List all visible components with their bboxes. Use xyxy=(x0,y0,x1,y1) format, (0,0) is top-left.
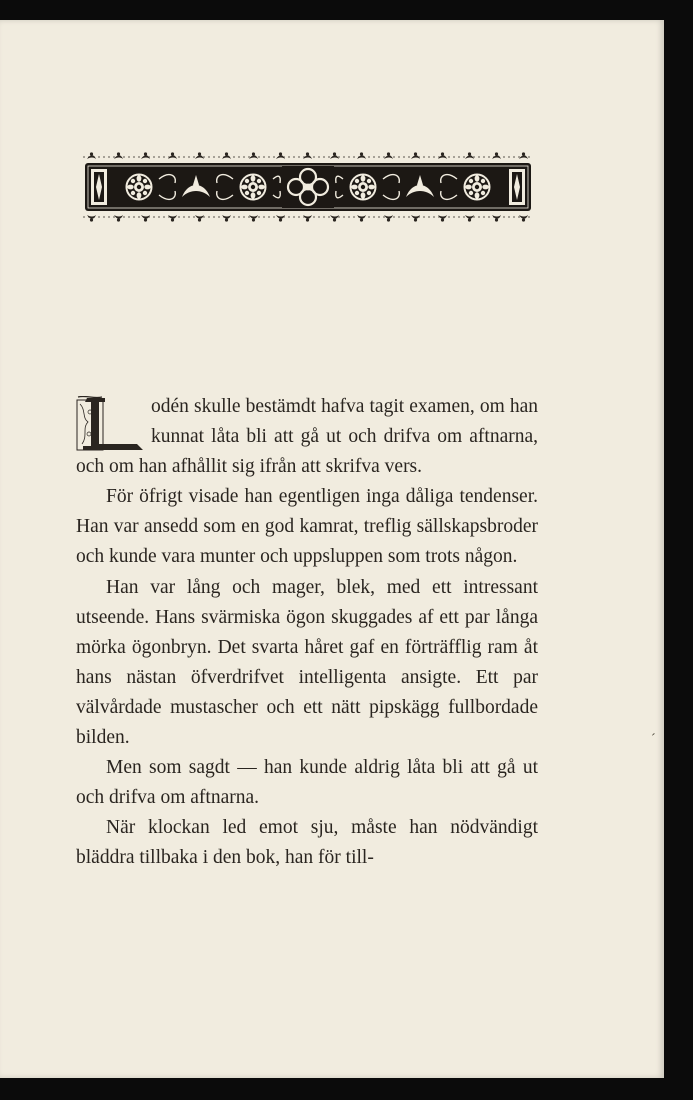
rosette-ornament xyxy=(346,170,380,204)
stray-mark: ´ xyxy=(651,732,656,747)
paragraph: För öfrigt visade han egentligen inga dåliga tendenser. Han var ansedd som en god kamrat, treflig sällskapsbroder och kunde vara munter och uppsluppen som trots någon. xyxy=(76,486,538,568)
headpiece-left-cap xyxy=(91,169,107,205)
paragraph: Han var lång och mager, blek, med ett intressant utseende. Hans svärmiska ögon skuggades af ett par långa mörka ögonbryn. Det svarta håret gaf en förträfflig ram åt hans nästan öfverdrifvet intelligenta ansigte. Ett par välvårdade mustascher och ett nätt pipskägg fullbordade bilden. xyxy=(76,576,538,749)
book-page xyxy=(0,20,664,1078)
paragraph-text: odén skulle bestämdt hafva tagit examen, om han kunnat låta bli att gå ut och drifva om aftnarna, och om han afhållit sig ifrån att skrifva vers. xyxy=(76,396,538,478)
body-text xyxy=(76,392,538,874)
decorated-initial-l xyxy=(76,396,143,452)
paragraph: När klockan led emot sju, måste han nödvändigt bläddra tillbaka i den bok, han för till- xyxy=(76,817,538,869)
rosette-ornament xyxy=(122,170,156,204)
headpiece-right-cap xyxy=(509,169,525,205)
rosette-ornament xyxy=(460,170,494,204)
rosette-ornament xyxy=(236,170,270,204)
ornamental-headpiece xyxy=(77,146,539,228)
sprig-row-top xyxy=(83,152,533,159)
paragraph xyxy=(76,392,538,482)
paragraph: Men som sagdt — han kunde aldrig låta bli att gå ut och drifva om aftnarna. xyxy=(76,757,538,809)
sprig-row-bottom xyxy=(83,215,533,222)
center-quatrefoil-ornament xyxy=(282,166,334,208)
